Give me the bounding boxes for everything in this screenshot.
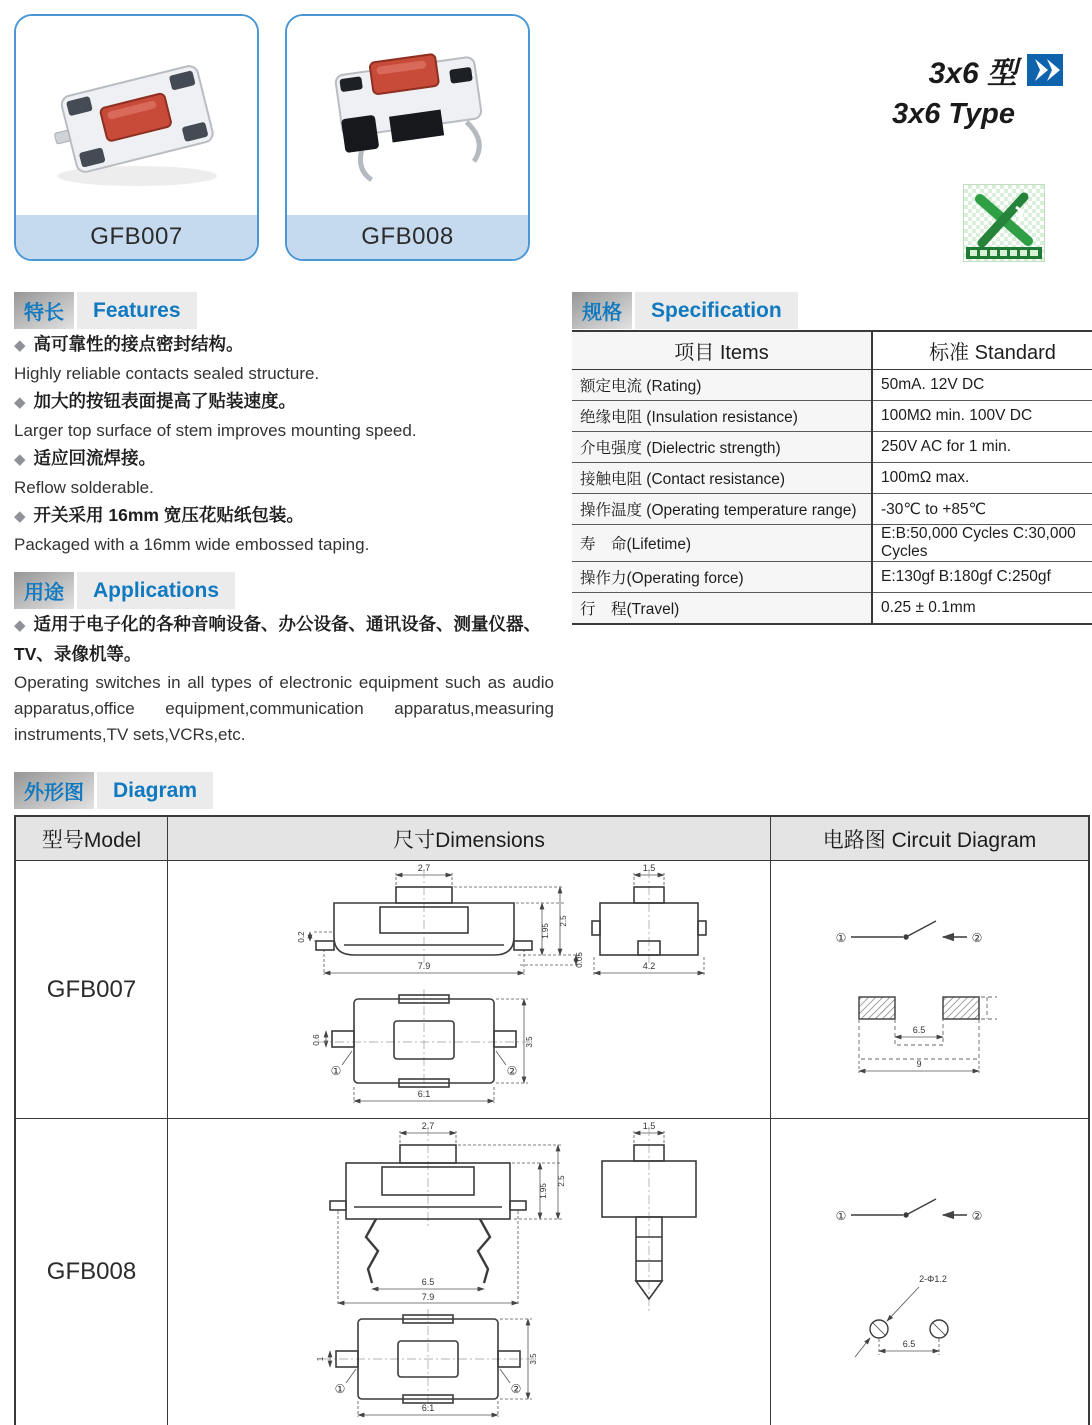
gfb008-dimension-drawing [168, 1119, 771, 1425]
feature-item-en: Highly reliable contacts sealed structure. [14, 364, 320, 383]
brand-logo [963, 184, 1045, 262]
circuit-pin2: ② [971, 1209, 983, 1223]
specification-header-cn: 规格 [572, 292, 632, 329]
type-label-block [848, 48, 1063, 131]
spec-value: 250V AC for 1 min. [872, 432, 1092, 463]
spec-row [572, 463, 1092, 494]
spec-value: E:B:50,000 Cycles C:30,000 Cycles [872, 525, 1092, 562]
dim-hole-gap: 6.5 [902, 1339, 916, 1349]
product-photo-gfb007 [16, 16, 257, 215]
dim-body-width: 7.9 [417, 961, 431, 971]
dim-leg-span: 6.5 [421, 1277, 435, 1287]
pin1-label: ① [334, 1382, 346, 1396]
specification-header-en: Specification [635, 292, 798, 329]
diagram-col-circuit: 电路图 Circuit Diagram [771, 816, 1090, 861]
spec-row [572, 593, 1092, 625]
pin2-label: ② [510, 1382, 522, 1396]
diagram-section-header [14, 772, 213, 809]
dim-side-btn-width: 1.5 [642, 1121, 656, 1131]
diagram-col-model: 型号Model [15, 816, 168, 861]
features-list [14, 330, 554, 558]
product-model-label: GFB007 [16, 215, 257, 259]
pin1-label: ① [330, 1064, 342, 1078]
dim-terminal-width: 1 [316, 1356, 325, 1362]
gfb007-dimension-drawing [168, 861, 771, 1119]
dim-top-width: 6.1 [417, 1089, 431, 1099]
diagram-col-dimensions: 尺寸Dimensions [168, 816, 771, 861]
diagram-header-row [15, 816, 1089, 861]
applications-section-header [14, 572, 235, 609]
diamond-bullet-icon: ◆ [14, 337, 26, 354]
applications-header-cn: 用途 [14, 572, 74, 609]
circuit-pin1: ① [835, 931, 847, 945]
gfb008-circuit-drawing [771, 1119, 1090, 1425]
pin2-label: ② [506, 1064, 518, 1078]
feature-item-en: Packaged with a 16mm wide embossed taping. [14, 535, 370, 554]
applications-header-en: Applications [77, 572, 235, 609]
spec-row [572, 432, 1092, 463]
spec-item: 寿 命(Lifetime) [572, 525, 872, 562]
spec-item: 接触电阻 (Contact resistance) [572, 463, 872, 494]
type-label-cn: 3x6 型 [928, 57, 1017, 90]
dim-body-depth: 3.5 [525, 1036, 534, 1048]
product-photo-gfb008 [287, 16, 528, 215]
spec-value: -30℃ to +85℃ [872, 494, 1092, 525]
feature-item-cn: ◆ 适应回流焊接。 [14, 448, 157, 468]
diagram-header-en: Diagram [97, 772, 213, 809]
dim-side-body-width: 4.2 [642, 961, 656, 971]
circuit-pin1: ① [835, 1209, 847, 1223]
diagram-table [14, 815, 1090, 1425]
spec-row [572, 370, 1092, 401]
features-section-header [14, 292, 197, 329]
product-card-gfb007 [14, 14, 259, 261]
spec-row [572, 525, 1092, 562]
type-label-en: 3x6 Type [891, 98, 1015, 130]
product-card-gfb008 [285, 14, 530, 261]
diagram-model: GFB007 [15, 861, 168, 1119]
dim-total-height: 2.5 [559, 915, 568, 927]
dim-terminal-width: 0.6 [312, 1034, 321, 1046]
spec-row [572, 401, 1092, 432]
switch-photo-smd [17, 18, 257, 214]
spec-row [572, 494, 1092, 525]
diagram-row-gfb008 [15, 1119, 1089, 1425]
circuit-pin2: ② [971, 931, 983, 945]
feature-item-en: Larger top surface of stem improves mounting speed. [14, 421, 417, 440]
diamond-bullet-icon: ◆ [14, 508, 26, 525]
switch-photo-through-hole [288, 18, 528, 214]
feature-item-cn: ◆ 开关采用 16mm 宽压花贴纸包装。 [14, 505, 304, 525]
spec-item: 介电强度 (Dielectric strength) [572, 432, 872, 463]
dim-pad-gap: 6.5 [912, 1025, 926, 1035]
features-header-en: Features [77, 292, 197, 329]
spec-value: 0.25 ± 0.1mm [872, 593, 1092, 625]
diagram-header-cn: 外形图 [14, 772, 94, 809]
diagram-row-gfb007 [15, 861, 1089, 1119]
gfb007-circuit-drawing [771, 861, 1090, 1119]
spec-col-items: 项目 Items [572, 331, 872, 370]
dim-stem-height: 0.2 [297, 931, 306, 943]
dim-pad-span: 9 [916, 1059, 922, 1069]
diagram-model: GFB008 [15, 1119, 168, 1425]
product-model-label: GFB008 [287, 215, 528, 259]
feature-item-cn: ◆ 加大的按钮表面提高了贴装速度。 [14, 391, 297, 411]
features-header-cn: 特长 [14, 292, 74, 329]
dim-inner-height: 1.95 [541, 923, 550, 939]
spec-value: 50mA. 12V DC [872, 370, 1092, 401]
spec-value: E:130gf B:180gf C:250gf [872, 562, 1092, 593]
spec-col-standard: 标准 Standard [872, 331, 1092, 370]
dim-inner-height: 1.95 [539, 1183, 548, 1199]
applications-cn: ◆ 适用于电子化的各种音响设备、办公设备、通讯设备、测量仪器、TV、录像机等。 [14, 614, 542, 664]
spec-header-row [572, 331, 1092, 370]
specification-section-header [572, 292, 798, 329]
spec-item: 绝缘电阻 (Insulation resistance) [572, 401, 872, 432]
dim-total-height: 2.5 [557, 1175, 566, 1187]
dim-side-btn-width: 1.5 [642, 863, 656, 873]
dim-btn-width: 2.7 [417, 863, 431, 873]
spec-item: 行 程(Travel) [572, 593, 872, 625]
dim-body-width: 7.9 [421, 1292, 435, 1302]
applications-en: Operating switches in all types of electronic equipment such as audio apparatus,office equipment,communication apparatus,measuring instruments,TV sets,VCRs,etc. [14, 673, 554, 744]
spec-value: 100MΩ min. 100V DC [872, 401, 1092, 432]
dim-top-width: 6.1 [421, 1403, 435, 1413]
spec-item: 操作力(Operating force) [572, 562, 872, 593]
specification-table [572, 330, 1092, 625]
dim-btn-width: 2.7 [421, 1121, 435, 1131]
applications-text [14, 610, 554, 748]
spec-row [572, 562, 1092, 593]
feature-item-cn: ◆ 高可靠性的接点密封结构。 [14, 334, 244, 354]
hole-size-label: 2-Φ1.2 [919, 1274, 947, 1284]
diamond-bullet-icon: ◆ [14, 394, 26, 411]
dim-body-depth: 3.5 [529, 1353, 538, 1365]
spec-item: 额定电流 (Rating) [572, 370, 872, 401]
double-chevron-arrow-icon [1027, 54, 1063, 86]
spec-value: 100mΩ max. [872, 463, 1092, 494]
feature-item-en: Reflow solderable. [14, 478, 154, 497]
spec-item: 操作温度 (Operating temperature range) [572, 494, 872, 525]
diamond-bullet-icon: ◆ [14, 451, 26, 468]
dim-base-gap: 0.05 [575, 952, 584, 968]
diamond-bullet-icon: ◆ [14, 617, 26, 634]
